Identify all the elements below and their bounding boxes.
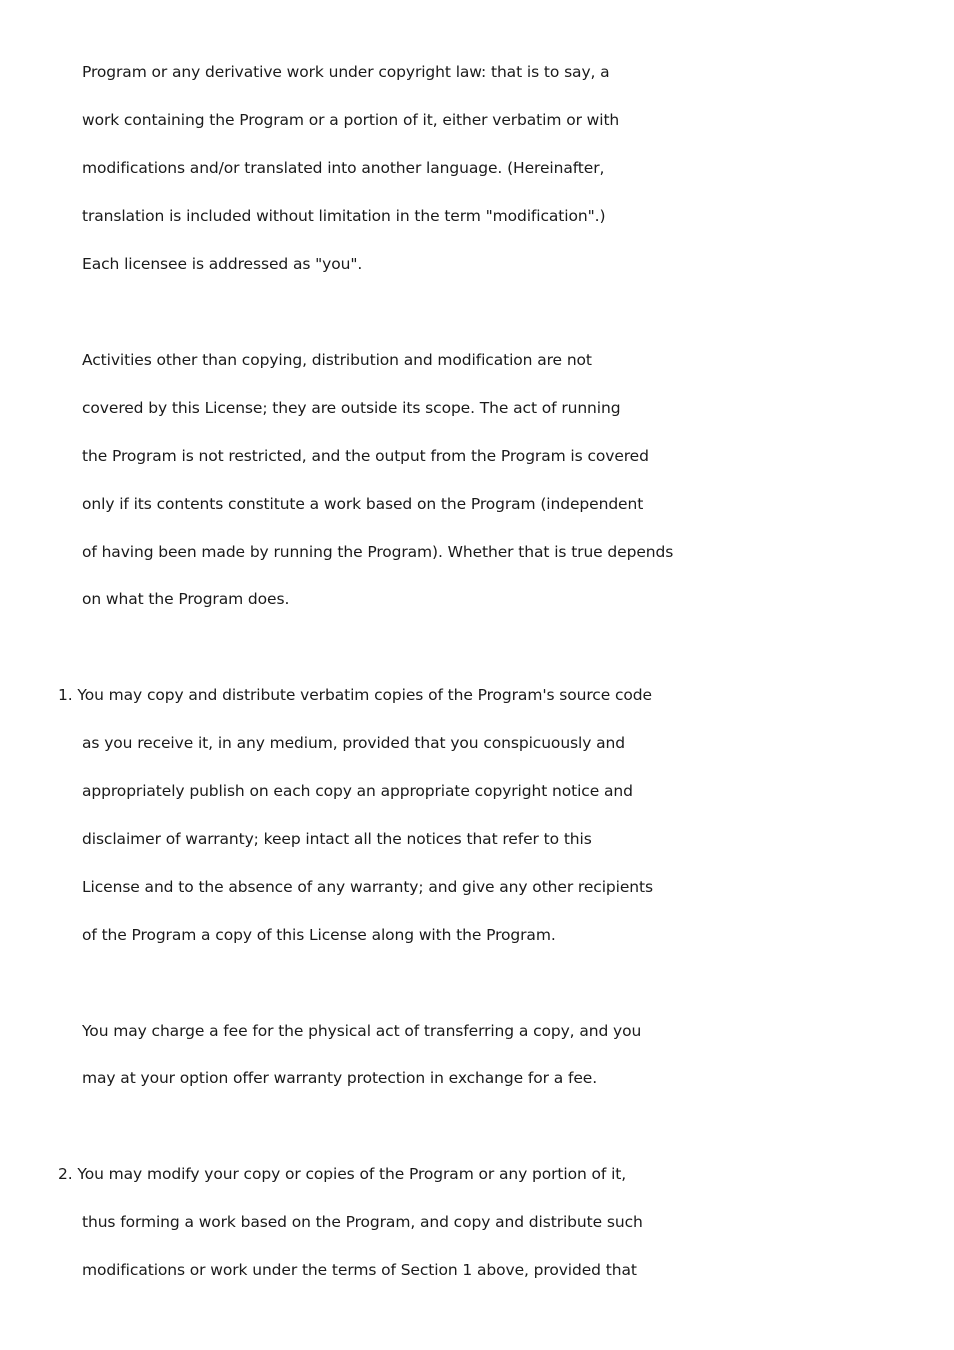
text-line: of the Program a copy of this License along with the Program. (82, 926, 556, 944)
text-line: modifications or work under the terms of Section 1 above, provided that (82, 1261, 637, 1279)
text-line: thus forming a work based on the Program, and copy and distribute such (82, 1213, 643, 1231)
text-line: the Program is not restricted, and the output from the Program is covered (82, 447, 649, 465)
text-line: only if its contents constitute a work based on the Program (independent (82, 495, 644, 513)
text-line: of having been made by running the Program). Whether that is true depends (82, 543, 674, 561)
text-line: Each licensee is addressed as "you". (82, 255, 363, 273)
section-1-heading-line: 1. You may copy and distribute verbatim copies of the Program's source code (58, 686, 652, 704)
section-2-heading-line: 2. You may modify your copy or copies of the Program or any portion of it, (58, 1165, 627, 1183)
text-line: appropriately publish on each copy an appropriate copyright notice and (82, 782, 633, 800)
text-line: work containing the Program or a portion of it, either verbatim or with (82, 111, 620, 129)
text-line: as you receive it, in any medium, provided that you conspicuously and (82, 734, 625, 752)
text-line: may at your option offer warranty protection in exchange for a fee. (82, 1069, 598, 1087)
text-line: translation is included without limitation in the term "modification".) (82, 207, 606, 225)
text-line: Program or any derivative work under copyright law: that is to say, a (82, 63, 610, 81)
text-line: covered by this License; they are outside its scope. The act of running (82, 399, 621, 417)
text-line: disclaimer of warranty; keep intact all the notices that refer to this (82, 830, 592, 848)
text-line: on what the Program does. (82, 590, 290, 608)
text-line: You may charge a fee for the physical act of transferring a copy, and you (82, 1022, 642, 1040)
text-line: modifications and/or translated into another language. (Hereinafter, (82, 159, 605, 177)
text-line: Activities other than copying, distribution and modification are not (82, 351, 592, 369)
text-line: License and to the absence of any warranty; and give any other recipients (82, 878, 653, 896)
